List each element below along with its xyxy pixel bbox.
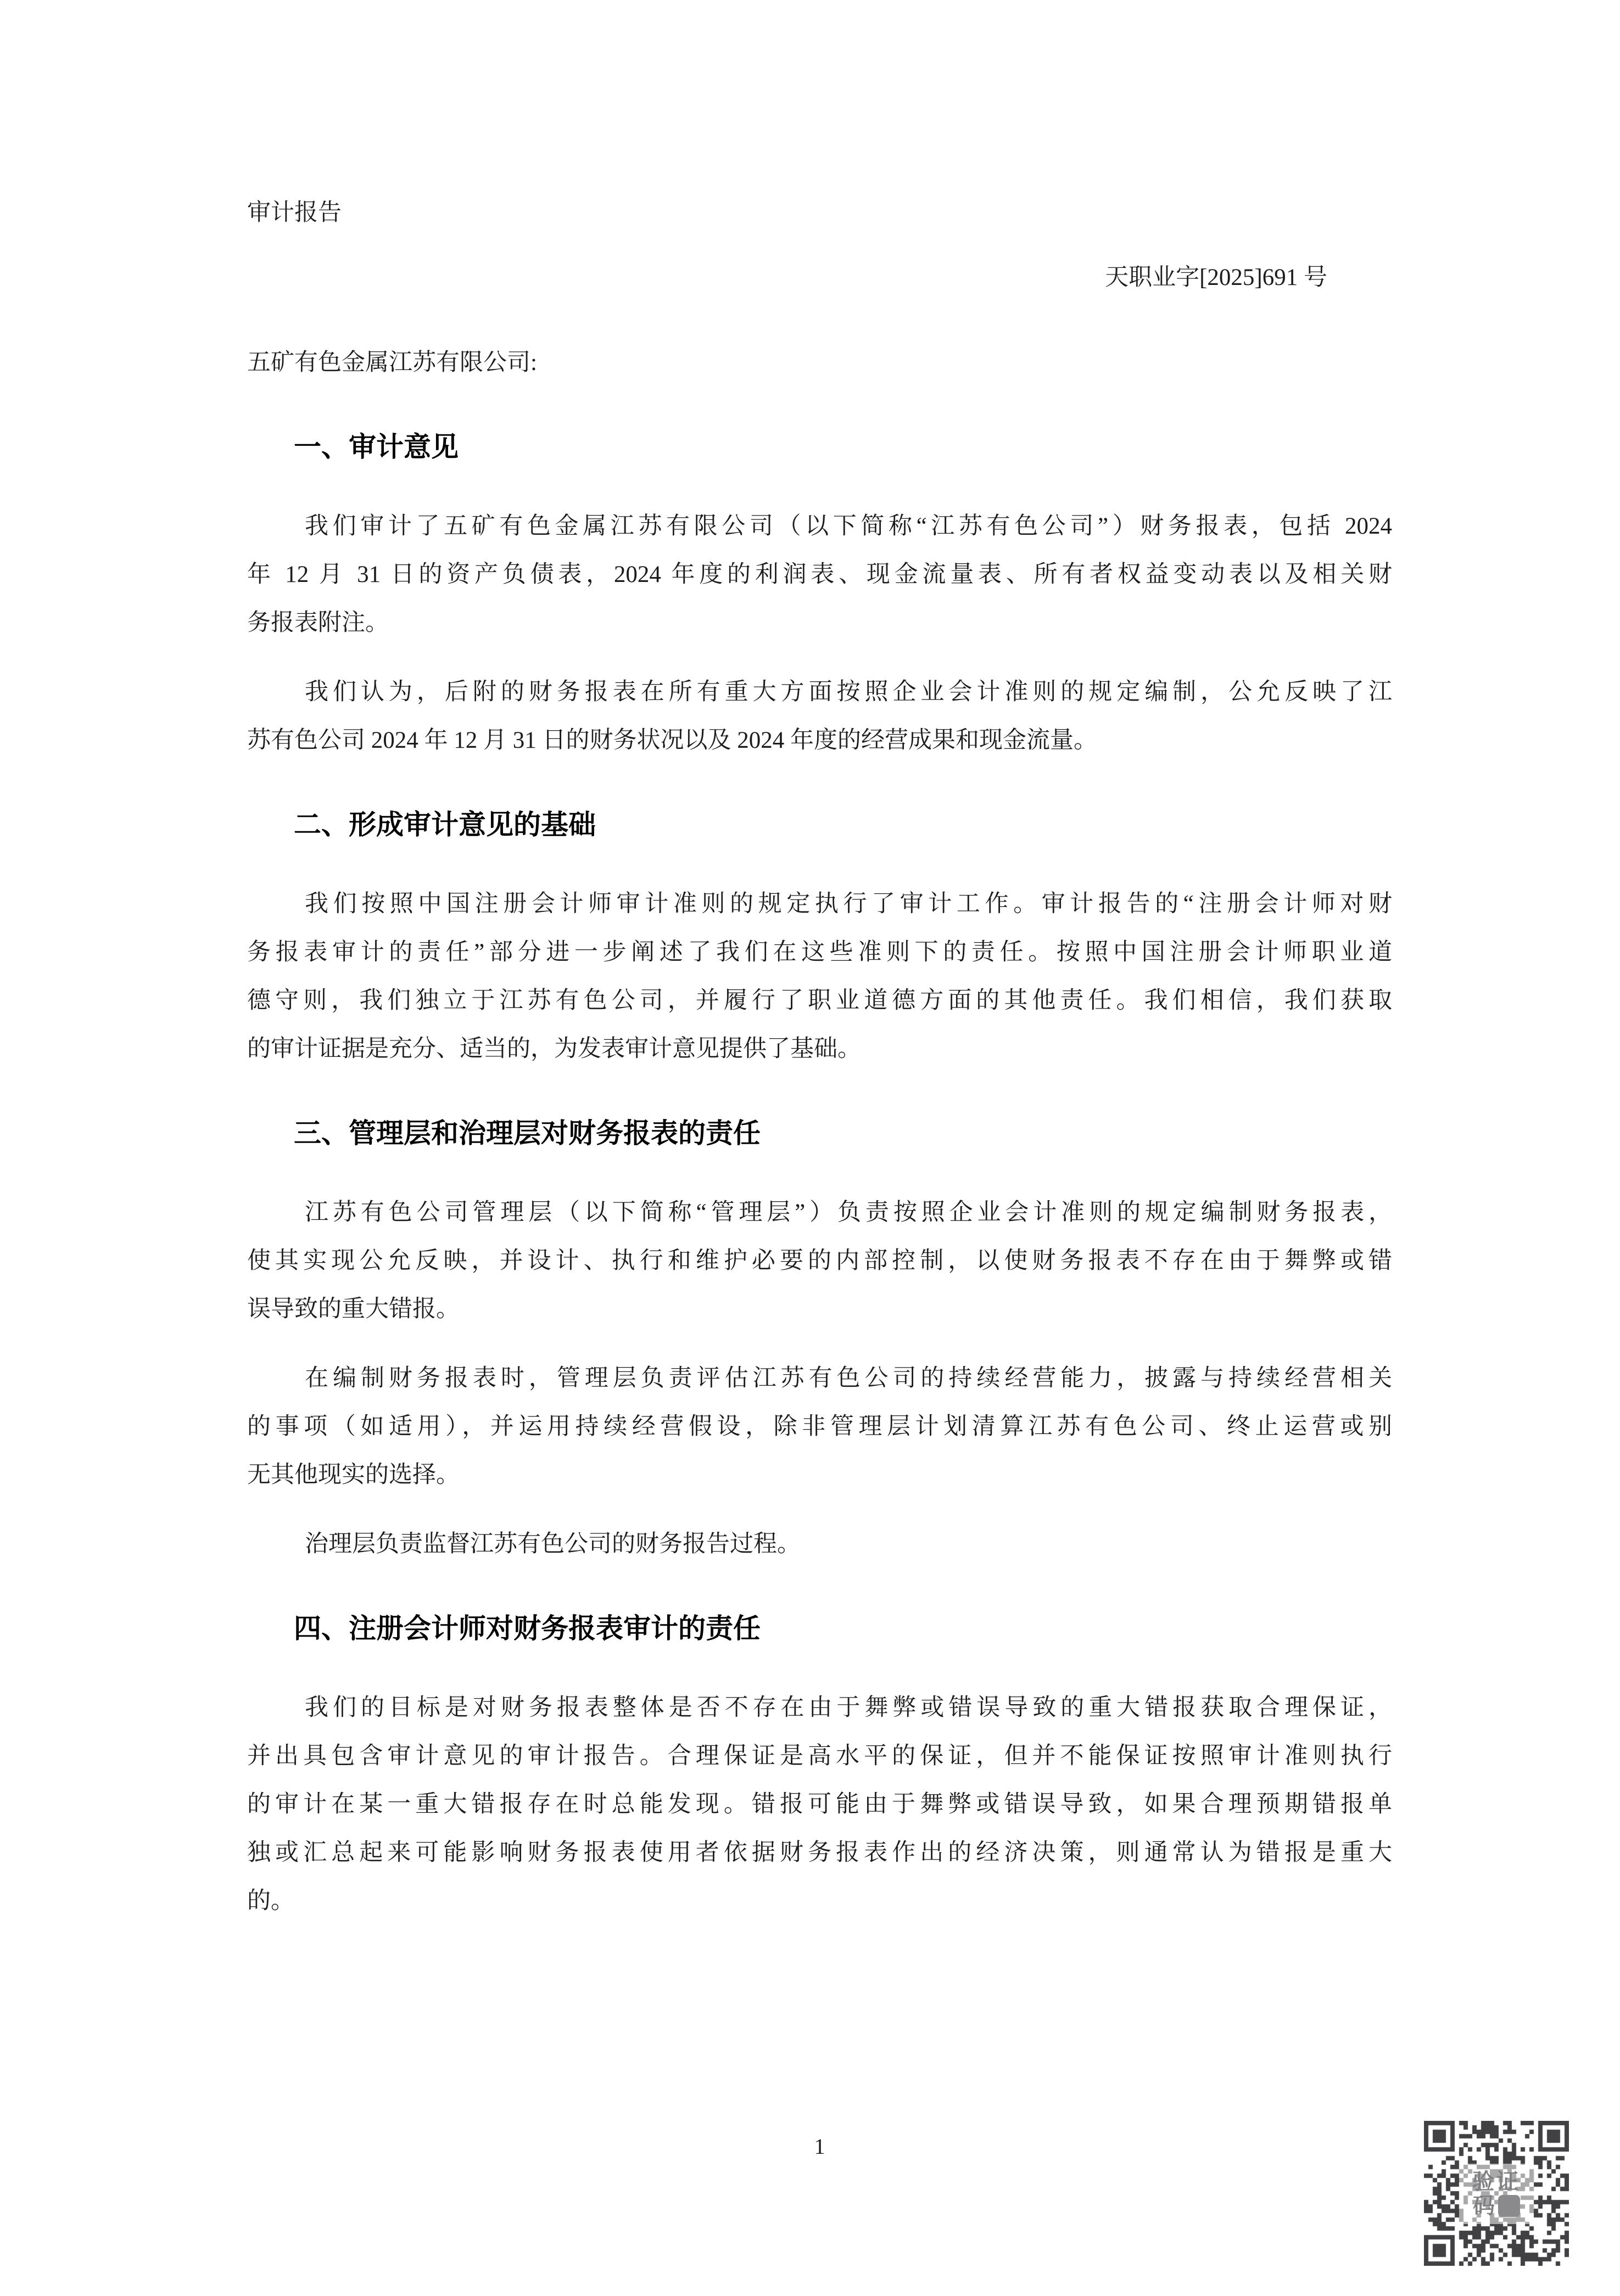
document-content [247, 0, 1392, 1946]
paragraph-line: 务报表附注。 [247, 610, 389, 636]
paragraph-line: 我们的目标是对财务报表整体是否不存在由于舞弊或错误导致的重大错报获取合理保证， [305, 1695, 1392, 1721]
paragraph-line: 我们认为，后附的财务报表在所有重大方面按照企业会计准则的规定编制，公允反映了江 [305, 679, 1392, 705]
paragraph-line: 独或汇总起来可能影响财务报表使用者依据财务报表作出的经济决策，则通常认为错报是重大 [247, 1840, 1392, 1866]
paragraph [247, 1354, 1392, 1499]
paragraph-line: 使其实现公允反映，并设计、执行和维护必要的内部控制，以使财务报表不存在由于舞弊或错 [247, 1248, 1392, 1274]
paragraph-line: 在编制财务报表时，管理层负责评估江苏有色公司的持续经营能力，披露与持续经营相关 [305, 1365, 1392, 1391]
document-number: 天职业字[2025]691 号 [1105, 265, 1327, 290]
verification-qr-code [1424, 2121, 1569, 2266]
paragraph-line: 误导致的重大错报。 [247, 1296, 460, 1322]
paragraph-line: 年 12 月 31 日的资产负债表，2024 年度的利润表、现金流量表、所有者权益变动表以及相关财 [247, 562, 1392, 587]
paragraph-line: 我们审计了五矿有色金属江苏有限公司（以下简称“江苏有色公司”）财务报表，包括 2024 [305, 513, 1392, 539]
report-type-label: 审计报告 [247, 200, 342, 226]
section-heading: 一、审计意见 [294, 431, 459, 463]
section-heading: 二、形成审计意见的基础 [294, 809, 596, 841]
qr-label-text-bottom: 码 [1473, 2193, 1495, 2219]
qr-center-label [1459, 2164, 1534, 2224]
paragraph-line: 苏有色公司 2024 年 12 月 31 日的财务状况以及 2024 年度的经营成果和现金流量。 [247, 727, 1097, 753]
paragraph-line: 务报表审计的责任”部分进一步阐述了我们在这些准则下的责任。按照中国注册会计师职业道 [247, 939, 1392, 965]
paragraph [247, 502, 1392, 647]
paragraph-line: 的事项（如适用），并运用持续经营假设，除非管理层计划清算江苏有色公司、终止运营或别 [247, 1414, 1392, 1440]
paragraph [247, 1189, 1392, 1334]
paragraph [247, 1684, 1392, 1925]
paragraph [247, 880, 1392, 1073]
paragraph-line: 的审计证据是充分、适当的，为发表审计意见提供了基础。 [247, 1036, 861, 1062]
section-heading: 三、管理层和治理层对财务报表的责任 [294, 1117, 761, 1149]
paragraph [247, 668, 1392, 765]
qr-label-block [1498, 2195, 1520, 2217]
paragraph-line: 德守则，我们独立于江苏有色公司，并履行了职业道德方面的其他责任。我们相信，我们获取 [247, 988, 1392, 1013]
section-heading: 四、注册会计师对财务报表审计的责任 [294, 1612, 761, 1644]
qr-label-text-top: 验证 [1472, 2169, 1521, 2194]
paragraph-line: 的审计在某一重大错报存在时总能发现。错报可能由于舞弊或错误导致，如果合理预期错报单 [247, 1791, 1392, 1817]
document-body [247, 423, 1392, 1925]
paragraph-line: 无其他现实的选择。 [247, 1462, 460, 1488]
addressee-line: 五矿有色金属江苏有限公司: [247, 350, 537, 376]
paragraph-line: 并出具包含审计意见的审计报告。合理保证是高水平的保证，但并不能保证按照审计准则执行 [247, 1743, 1392, 1769]
page-number: 1 [814, 2134, 825, 2159]
paragraph-line: 江苏有色公司管理层（以下简称“管理层”）负责按照企业会计准则的规定编制财务报表， [305, 1200, 1392, 1225]
paragraph [247, 1520, 1392, 1569]
paragraph-line: 的。 [247, 1888, 294, 1914]
paragraph-line: 治理层负责监督江苏有色公司的财务报告过程。 [305, 1531, 801, 1557]
paragraph-line: 我们按照中国注册会计师审计准则的规定执行了审计工作。审计报告的“注册会计师对财 [305, 891, 1392, 917]
